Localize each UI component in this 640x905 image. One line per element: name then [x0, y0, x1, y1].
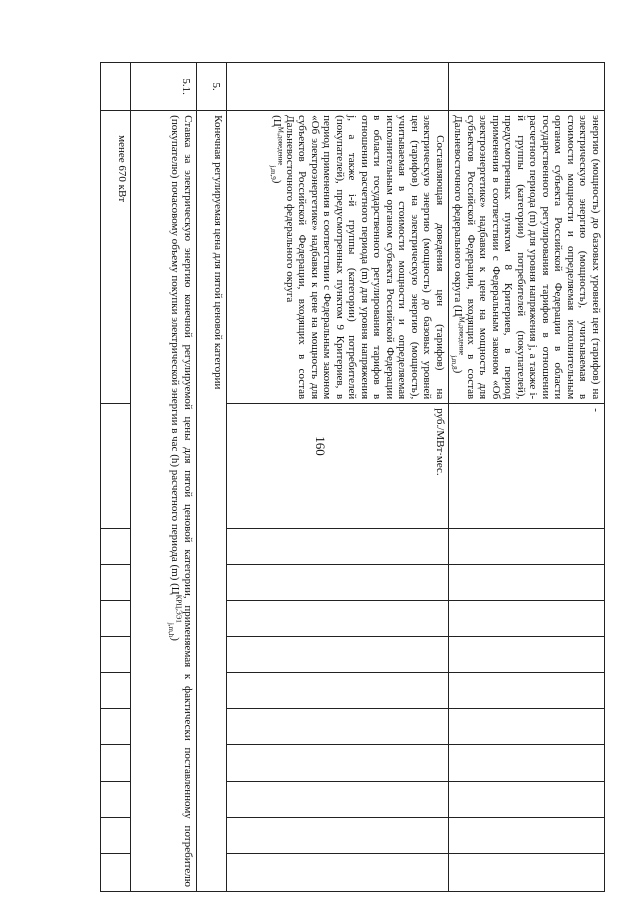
table-row [227, 63, 449, 892]
tariff-table [100, 62, 605, 892]
description-text: Составляющая доведения цен (тарифов) на электрическую энергию (мощность) до базовых уровней цен (тарифов) на электрическую энергию (мощность), учитываемая в стоимости мощности и определяемая исполнительным органом субъекта Российской Федерации в области государственного регулирования тарифов в отношении расчетного периода (m) для уровня напряжения j, а также i-й группы (категории) потребителей (покупателей), предусмотренных пунктом 9 Критериев, в период применения в соответствии с Федеральным законом «Об электроэнергетике» надбавки к цене на мощность для субъектов Российской Федерации, входящих в состав Дальневосточного федерального округа [283, 115, 446, 400]
row-number: 5. [196, 63, 226, 111]
value-cell [101, 817, 131, 853]
value-cell [448, 817, 604, 853]
row-number [227, 63, 449, 111]
value-cell [448, 781, 604, 817]
formula-symbol: $(Ц^{КРЦ,ЭЭ1}_{j,m,h})$ [167, 583, 183, 641]
table-row [196, 63, 226, 892]
value-cell [227, 853, 449, 891]
description-text: Ставка за электрическую энергию конечной регулируемой цены для пятой ценовой категории, применяемая к фактически поставленному потребителю (покупателю) почасовому объему покупки электрической энергии в час (h) расчетного периода (m) [169, 115, 194, 887]
row-number [448, 63, 604, 111]
value-cell [448, 600, 604, 636]
value-cell [101, 564, 131, 600]
row-unit: руб./МВт·мес. [227, 404, 449, 528]
value-cell [101, 600, 131, 636]
row-unit [101, 404, 131, 528]
formula-symbol: $(Ц^{M,доведение}_{j,m,9})$ [269, 115, 285, 184]
value-cell [101, 528, 131, 564]
value-cell [227, 781, 449, 817]
value-cell [227, 564, 449, 600]
value-cell [448, 673, 604, 709]
page-number: 160 [313, 436, 328, 456]
rotated-table-wrapper [100, 62, 605, 892]
table-row [448, 63, 604, 892]
section-heading: Конечная регулируемая цена для пятой ценовой категории [196, 111, 226, 892]
value-cell [448, 637, 604, 673]
value-cell [101, 781, 131, 817]
value-cell [448, 709, 604, 745]
value-cell [448, 528, 604, 564]
value-cell [448, 564, 604, 600]
value-cell [227, 528, 449, 564]
value-cell [101, 745, 131, 781]
value-cell [227, 673, 449, 709]
row-description [131, 111, 197, 892]
row-number [101, 63, 131, 111]
value-cell [227, 600, 449, 636]
table-row [131, 63, 197, 892]
row-unit: - [448, 404, 604, 528]
value-cell [227, 637, 449, 673]
row-description: менее 670 кВт [101, 111, 131, 404]
row-number: 5.1. [131, 63, 197, 111]
row-description [227, 111, 449, 404]
value-cell [227, 709, 449, 745]
description-text: энергию (мощность) до базовых уровней цен (тарифов) на электрическую энергию (мощность), учитываемая в стоимости мощности и определяемая исполнительным органом субъекта Российской Федерации в области государственного регулирования тарифов в отношении расчетного периода (m) для уровня напряжения j, а также i-й группы (категории) потребителей (покупателей), предусмотренных пунктом 8 Критериев, в период применения в соответствии с Федеральным законом «Об электроэнергетике» надбавки к цене на мощность для субъектов Российской Федерации, входящих в состав Дальневосточного федерального округа [452, 115, 602, 400]
value-cell [101, 709, 131, 745]
value-cell [101, 853, 131, 891]
value-cell [448, 745, 604, 781]
value-cell [448, 853, 604, 891]
value-cell [101, 673, 131, 709]
formula-symbol: $(Ц^{M,доведение}_{j,m,8})$ [450, 305, 467, 374]
value-cell [227, 745, 449, 781]
value-cell [101, 637, 131, 673]
table-row [101, 63, 131, 892]
row-description [448, 111, 604, 404]
value-cell [227, 817, 449, 853]
